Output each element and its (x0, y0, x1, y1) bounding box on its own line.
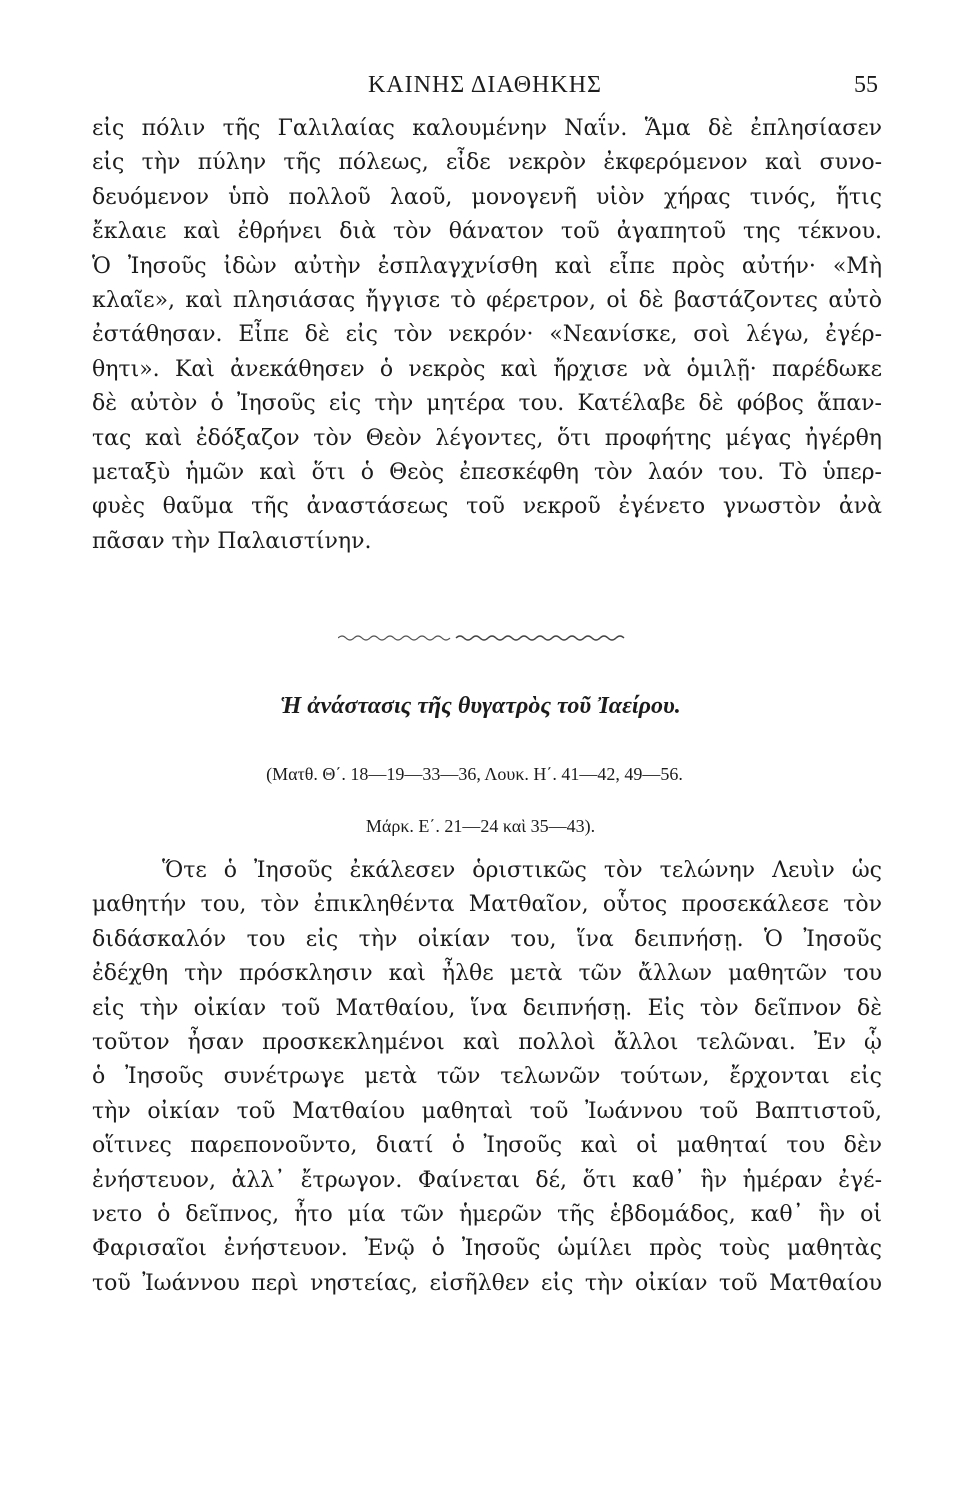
scripture-reference: Μάρκ. Ε΄. 21—24 καὶ 35—43). (365, 816, 596, 836)
decorative-divider (338, 628, 628, 648)
text-line: δὲ αὐτὸν ὁ Ἰησοῦς εἰς τὴν μητέρα του. Κατέλαβε δὲ φόβος ἅπαν- (92, 391, 882, 417)
text-line: ἐστάθησαν. Εἶπε δὲ εἰς τὸν νεκρόν· «Νεανίσκε, σοὶ λέγω, ἐγέρ- (92, 322, 882, 348)
text-line: Φαρισαῖοι ἐνήστευον. Ἐνῷ ὁ Ἰησοῦς ὡμίλει πρὸς τοὺς μαθητὰς (92, 1236, 882, 1262)
text-line: τοῦτον ἦσαν προσκεκλημένοι καὶ πολλοὶ ἄλλοι τελῶναι. Ἐν ᾧ (92, 1029, 882, 1055)
text-line: κλαῖε», καὶ πλησιάσας ἤγγισε τὸ φέρετρον, οἱ δὲ βαστάζοντες αὐτὸ (92, 287, 882, 313)
text-line: οἵτινες παρεπονοῦντο, διατί ὁ Ἰησοῦς καὶ οἱ μαθηταί του δὲν (92, 1133, 882, 1159)
section-title: Ἡ ἀνάστασις τῆς θυγατρὸς τοῦ Ἰαείρου. (280, 693, 681, 719)
text-line: Ὁ Ἰησοῦς ἰδὼν αὐτὴν ἐσπλαγχνίσθη καὶ εἶπε πρὸς αὐτήν· «Μὴ (92, 253, 882, 279)
text-line: τας καὶ ἐδόξαζον τὸν Θεὸν λέγοντες, ὅτι προφήτης μέγας ἠγέρθη (92, 425, 882, 451)
text-line: ἔκλαιε καὶ ἐθρήνει διὰ τὸν θάνατον τοῦ ἀγαπητοῦ της τέκνου. (92, 219, 882, 245)
text-line: ἐνήστευον, ἀλλ᾽ ἔτρωγον. Φαίνεται δέ, ὅτι καθ᾽ ἣν ἡμέραν ἐγέ- (92, 1167, 882, 1193)
running-header (92, 60, 878, 100)
text-line: μαθητήν του, τὸν ἐπικληθέντα Ματθαῖον, οὗτος προσεκάλεσε τὸν (92, 892, 882, 918)
page-number: 55 (854, 72, 878, 98)
text-line: νετο ὁ δεῖπνος, ἦτο μία τῶν ἡμερῶν τῆς ἑβδομάδος, καθ᾽ ἣν οἱ (92, 1201, 882, 1227)
scripture-reference: (Ματθ. Θ΄. 18—19—33—36, Λουκ. Η΄. 41—42, 49—56. (266, 764, 683, 784)
text-line: εἰς τὴν πύλην τῆς πόλεως, εἶδε νεκρὸν ἐκφερόμενον καὶ συνο- (92, 150, 882, 176)
running-title: ΚΑΙΝΗΣ ΔΙΑΘΗΚΗΣ (367, 72, 603, 98)
text-line: εἰς τὴν οἰκίαν τοῦ Ματθαίου, ἵνα δειπνήσῃ. Εἰς τὸν δεῖπνον δὲ (92, 995, 882, 1021)
text-line: μεταξὺ ἡμῶν καὶ ὅτι ὁ Θεὸς ἐπεσκέφθη τὸν λαόν του. Τὸ ὑπερ- (92, 459, 882, 485)
text-line: ὁ Ἰησοῦς συνέτρωγε μετὰ τῶν τελωνῶν τούτων, ἔρχονται εἰς (92, 1064, 882, 1090)
paragraph-widow-of-nain (92, 112, 882, 559)
text-line: εἰς πόλιν τῆς Γαλιλαίας καλουμένην Ναΐν. Ἅμα δὲ ἐπλησίασεν (92, 116, 882, 141)
text-line: δευόμενον ὑπὸ πολλοῦ λαοῦ, μονογενῆ υἱὸν χήρας τινός, ἥτις (92, 184, 882, 210)
text-line: θητι». Καὶ ἀνεκάθησεν ὁ νεκρὸς καὶ ἤρχισε νὰ ὁμιλῇ· παρέδωκε (92, 356, 882, 382)
text-line: διδάσκαλόν του εἰς τὴν οἰκίαν του, ἵνα δειπνήσῃ. Ὁ Ἰησοῦς (92, 926, 882, 952)
text-line: φυὲς θαῦμα τῆς ἀναστάσεως τοῦ νεκροῦ ἐγένετο γνωστὸν ἀνὰ (92, 494, 882, 520)
text-line: Ὅτε ὁ Ἰησοῦς ἐκάλεσεν ὁριστικῶς τὸν τελώνην Λευὶν ὡς (162, 858, 882, 883)
text-line: ἐδέχθη τὴν πρόσκλησιν καὶ ἦλθε μετὰ τῶν ἄλλων μαθητῶν του (92, 961, 882, 987)
text-line: τὴν οἰκίαν τοῦ Ματθαίου μαθηταὶ τοῦ Ἰωάννου τοῦ Βαπτιστοῦ, (92, 1098, 882, 1124)
text-line: τοῦ Ἰωάννου περὶ νηστείας, εἰσῆλθεν εἰς τὴν οἰκίαν τοῦ Ματθαίου (92, 1270, 882, 1296)
paragraph-jairus-daughter (92, 854, 882, 1301)
text-line: πᾶσαν τὴν Παλαιστίνην. (92, 528, 372, 554)
